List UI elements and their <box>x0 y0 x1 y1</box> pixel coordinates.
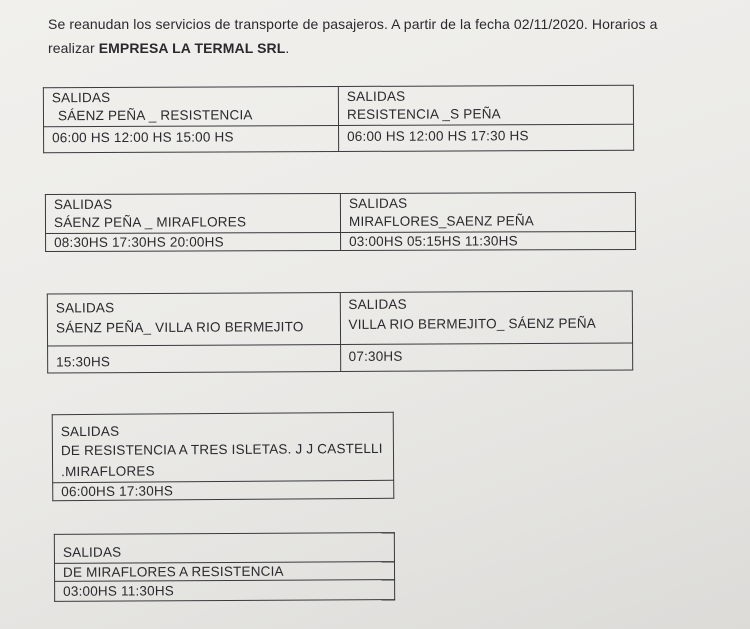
times-cell: 07:30HS <box>340 343 633 372</box>
table-row <box>53 480 394 500</box>
intro-prefix: realizar <box>48 40 99 56</box>
route-cell <box>54 533 394 564</box>
route-cell <box>43 87 338 127</box>
departures-label: SALIDAS <box>346 88 406 104</box>
departures-label: SALIDAS <box>348 296 407 312</box>
route-name: SÁENZ PEÑA _ MIRAFLORES <box>53 214 247 231</box>
table-row <box>46 231 636 251</box>
times-cell: 03:00HS 11:30HS <box>55 580 395 602</box>
company-name: EMPRESA LA TERMAL SRL <box>98 40 286 56</box>
route-cell <box>47 293 340 347</box>
intro-line-1: Se reanudan los servicios de transporte de pasajeros. A partir de la fecha 02/11/2020. Horarios a <box>48 16 658 32</box>
times-cell: 08:30HS 17:30HS 20:00HS <box>46 232 341 251</box>
schedule-table-saenz-pena-villa-rio-bermejito <box>47 290 633 373</box>
table-row <box>54 562 394 582</box>
route-name: SÁENZ PEÑA_ VILLA RIO BERMEJITO <box>55 319 304 336</box>
times-cell: 06:00 HS 12:00 HS 15:00 HS <box>44 125 339 152</box>
times-cell: 15:30HS <box>48 344 341 373</box>
route-cell <box>45 194 340 234</box>
schedule-table-miraflores-resistencia <box>54 532 395 602</box>
route-cell <box>52 412 393 482</box>
table-row <box>47 291 632 346</box>
table-row <box>52 412 393 482</box>
schedule-table-resistencia-tres-isletas <box>52 412 395 501</box>
table-row <box>44 124 634 153</box>
intro-suffix: . <box>285 40 290 56</box>
departures-label: SALIDAS <box>51 89 111 106</box>
times-cell: 06:00HS 17:30HS <box>53 480 394 500</box>
table-row <box>43 85 633 127</box>
schedule-table-saenz-pena-miraflores <box>45 192 636 252</box>
intro-line-2 <box>48 36 728 60</box>
route-name: MIRAFLORES_SAENZ PEÑA <box>348 213 535 229</box>
route-name: DE MIRAFLORES A RESISTENCIA <box>54 562 394 582</box>
departures-label: SALIDAS <box>62 544 122 560</box>
route-name: SÁENZ PEÑA _ RESISTENCIA <box>57 107 253 124</box>
departures-label: SALIDAS <box>348 195 408 211</box>
route-cell <box>340 192 635 232</box>
intro-paragraph <box>48 12 728 60</box>
departures-label: SALIDAS <box>55 300 115 316</box>
route-name: RESISTENCIA _S PEÑA <box>346 106 501 122</box>
schedule-table-saenz-pena-resistencia <box>43 85 634 154</box>
route-name: VILLA RIO BERMEJITO_ SÁENZ PEÑA <box>348 315 597 332</box>
table-row <box>55 580 395 602</box>
times-cell: 03:00HS 05:15HS 11:30HS <box>341 231 636 250</box>
route-cell <box>340 291 633 345</box>
route-cell <box>338 85 633 125</box>
table-row <box>45 192 635 233</box>
table-row <box>48 343 633 373</box>
departures-label: SALIDAS <box>60 423 120 440</box>
route-name-line-2: .MIRAFLORES <box>61 463 155 480</box>
times-cell: 06:00 HS 12:00 HS 17:30 HS <box>339 124 634 151</box>
departures-label: SALIDAS <box>53 196 113 213</box>
table-row <box>54 533 394 564</box>
route-name-line-1: DE RESISTENCIA A TRES ISLETAS. J J CASTELLI <box>60 440 383 459</box>
